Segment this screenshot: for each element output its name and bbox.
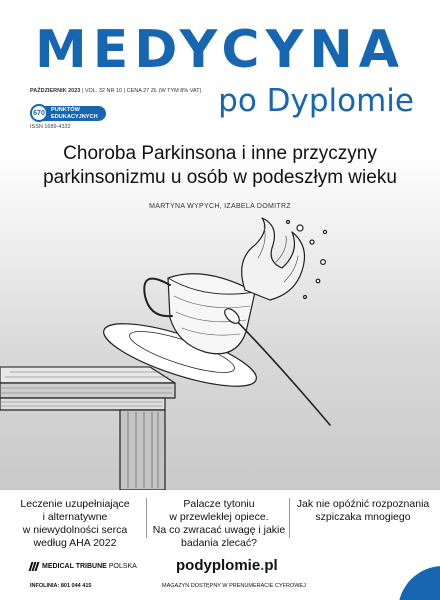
corner-accent [398,566,440,600]
cover-headline [20,142,420,190]
tea-splash [242,218,305,300]
publisher-name-bold: MEDICAL TRIBUNE [42,563,107,570]
points-badge [30,104,106,122]
teaser-line: badania zlecać? [181,537,257,549]
teaser-line: według AHA 2022 [33,537,117,549]
issue-month: PAŹDZIERNIK 2023 [30,88,81,94]
teaser-line: i alternatywne [42,511,108,523]
website-main: podyplomie [176,557,261,574]
headline-line2: parkinsonizmu u osób w podeszłym wieku [43,167,397,188]
teaser-line: Na co zwracać uwagę i jakie [152,524,286,536]
teaser-line: szpiczaka mnogiego [315,511,411,523]
issue-info [30,88,201,95]
teaser-line: Jak nie opóźnić rozpoznania [296,498,430,510]
magazine-subtitle: po Dyplomie [218,83,414,119]
website-link[interactable] [176,557,278,574]
issn: ISSN 1689-4332 [30,124,71,130]
teaser-smokers [146,498,292,550]
table-top [0,367,175,383]
teasers-section [0,490,440,560]
teaser-line: w niewydolności serca [22,524,128,536]
points-label [42,106,106,121]
publisher-name-rest: POLSKA [108,563,137,570]
article-authors: MARTYNA WYPYCH, IZABELA DOMITRZ [149,203,291,210]
hotline: INFOLINIA: 801 044 415 [30,583,92,589]
website-tld: pl [264,557,278,574]
points-label-line1: PUNKTÓW [51,107,80,113]
headline-line1: Choroba Parkinsona i inne przyczyny [63,143,377,164]
teaser-line: Leczenie uzupełniające [20,498,130,510]
teaser-heart-failure [2,498,148,550]
teaser-myeloma [288,498,438,524]
points-label-line2: EDUKACYJNYCH [51,113,98,120]
publisher-mark-icon [30,562,39,571]
falling-teacup-illustration [0,215,440,490]
website-dot: . [260,557,265,574]
issue-details: | VOL. 32 NR 10 | CENA 27 ZŁ (W TYM 8% VAT) [80,88,202,94]
teaser-line: Palacze tytoniu [183,498,255,510]
cup-handle [144,279,172,317]
teaser-line: w przewlekłej opiece. [169,511,269,523]
magazine-title: MEDYCYNA [34,20,406,80]
publisher-logo [30,562,137,571]
points-number: 670 [30,104,48,122]
subscription-note: MAGAZYN DOSTĘPNY W PRENUMERACIE CYFROWEJ [162,583,306,589]
